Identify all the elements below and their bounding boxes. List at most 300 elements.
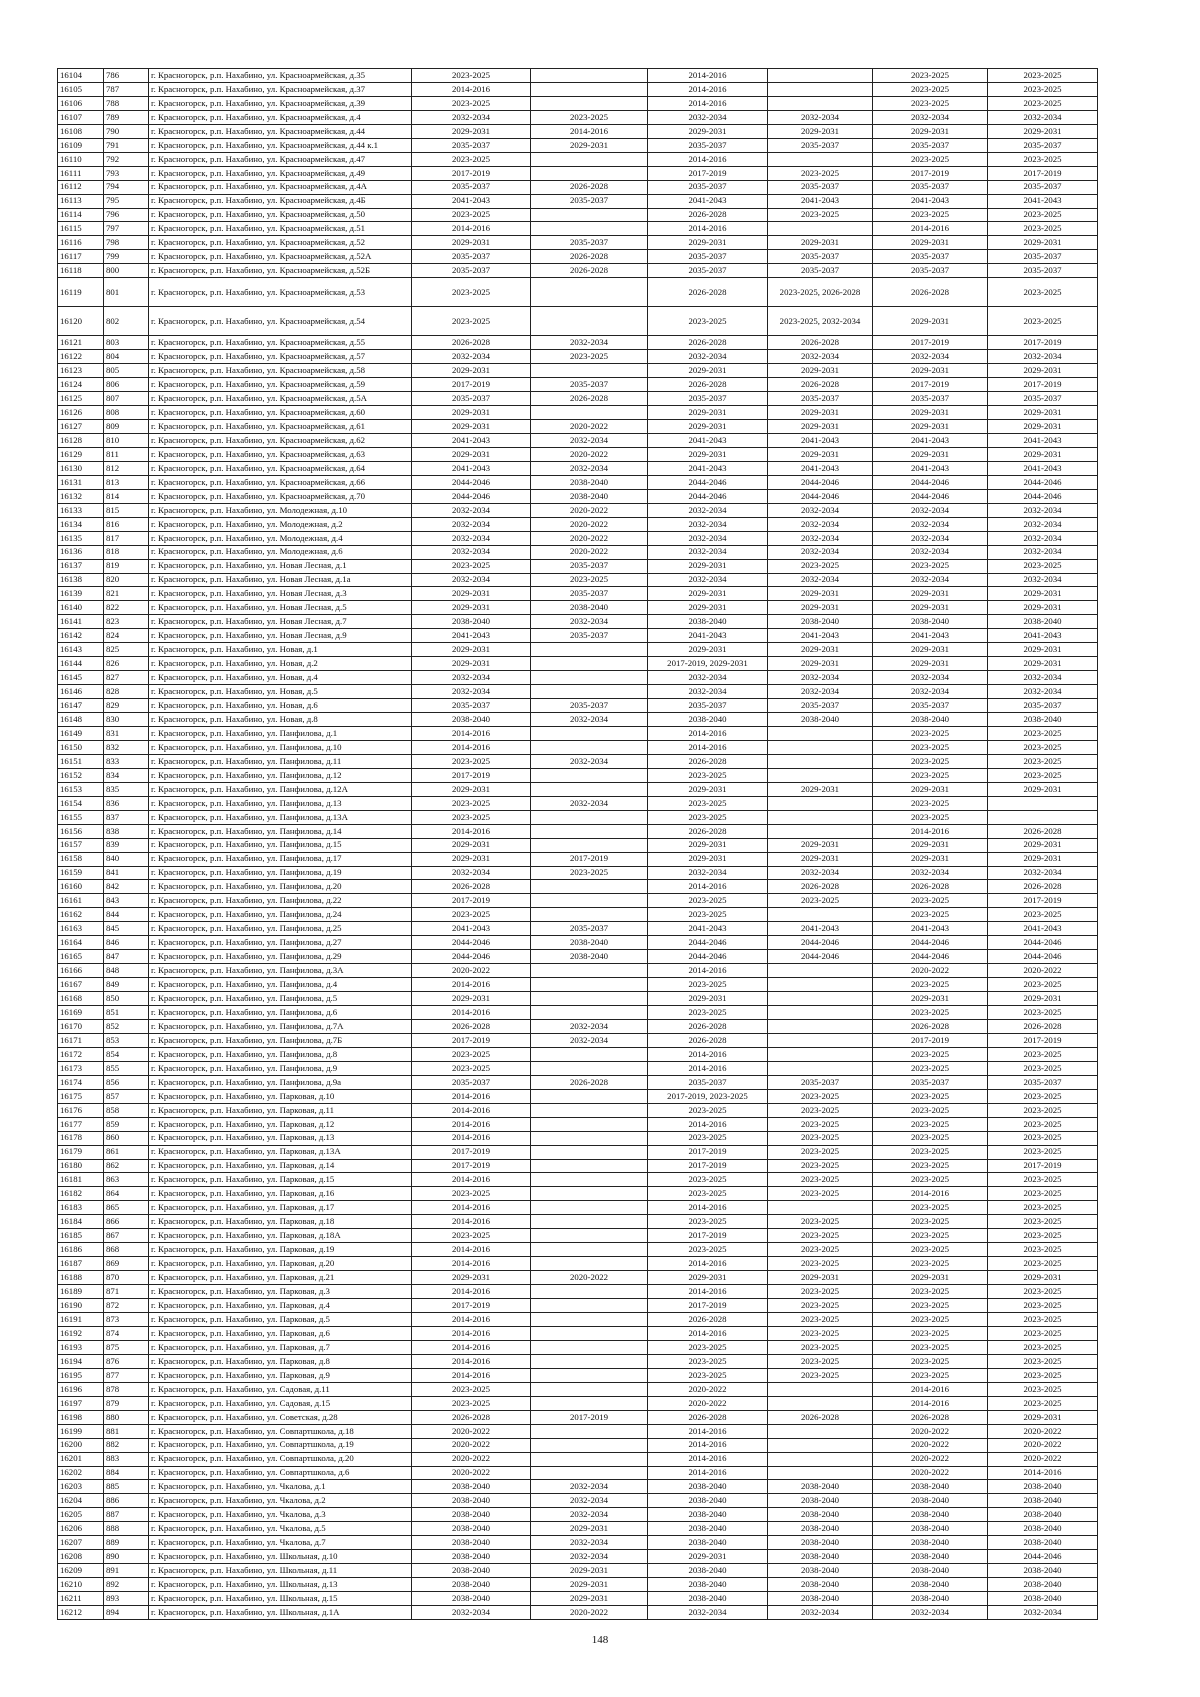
row-id-cell: 16156 — [58, 824, 104, 838]
period-1-cell: 2038-2040 — [412, 615, 531, 629]
period-1-cell: 2020-2022 — [412, 1466, 531, 1480]
period-2-cell — [531, 1299, 648, 1313]
table-row — [58, 824, 1098, 838]
period-5-cell: 2029-2031 — [873, 1271, 988, 1285]
period-3-cell: 2026-2028 — [648, 754, 768, 768]
table-row — [58, 852, 1098, 866]
table-row — [58, 740, 1098, 754]
address-cell: г. Красногорск, р.п. Нахабино, ул. Парковая, д.7 — [149, 1340, 412, 1354]
period-6-cell: 2023-2025 — [988, 1131, 1098, 1145]
period-3-cell: 2038-2040 — [648, 1578, 768, 1592]
row-id-cell: 16167 — [58, 978, 104, 992]
period-1-cell: 2014-2016 — [412, 1285, 531, 1299]
period-1-cell: 2038-2040 — [412, 1564, 531, 1578]
period-5-cell: 2032-2034 — [873, 671, 988, 685]
period-6-cell: 2044-2046 — [988, 475, 1098, 489]
period-3-cell: 2014-2016 — [648, 1047, 768, 1061]
period-5-cell: 2038-2040 — [873, 615, 988, 629]
period-6-cell: 2029-2031 — [988, 852, 1098, 866]
period-3-cell: 2014-2016 — [648, 96, 768, 110]
period-4-cell: 2029-2031 — [768, 364, 873, 378]
row-id-cell: 16164 — [58, 936, 104, 950]
table-row — [58, 250, 1098, 264]
row-number-cell: 832 — [104, 740, 149, 754]
period-5-cell: 2044-2046 — [873, 950, 988, 964]
row-id-cell: 16147 — [58, 699, 104, 713]
table-row — [58, 1326, 1098, 1340]
period-1-cell: 2035-2037 — [412, 1075, 531, 1089]
row-number-cell: 825 — [104, 643, 149, 657]
period-4-cell — [768, 1396, 873, 1410]
period-2-cell — [531, 992, 648, 1006]
period-1-cell: 2038-2040 — [412, 1508, 531, 1522]
row-number-cell: 793 — [104, 166, 149, 180]
table-row — [58, 964, 1098, 978]
address-cell: г. Красногорск, р.п. Нахабино, ул. Красноармейская, д.4А — [149, 180, 412, 194]
period-3-cell: 2032-2034 — [648, 545, 768, 559]
row-id-cell: 16204 — [58, 1494, 104, 1508]
period-4-cell: 2032-2034 — [768, 545, 873, 559]
period-4-cell: 2026-2028 — [768, 1410, 873, 1424]
period-1-cell: 2023-2025 — [412, 1229, 531, 1243]
period-5-cell: 2035-2037 — [873, 264, 988, 278]
row-number-cell: 889 — [104, 1536, 149, 1550]
period-5-cell: 2038-2040 — [873, 1494, 988, 1508]
period-1-cell: 2026-2028 — [412, 336, 531, 350]
period-3-cell: 2035-2037 — [648, 138, 768, 152]
period-1-cell: 2017-2019 — [412, 894, 531, 908]
table-row — [58, 685, 1098, 699]
period-6-cell: 2038-2040 — [988, 1564, 1098, 1578]
period-5-cell: 2038-2040 — [873, 1480, 988, 1494]
address-cell: г. Красногорск, р.п. Нахабино, ул. Чкалова, д.3 — [149, 1508, 412, 1522]
period-5-cell: 2023-2025 — [873, 894, 988, 908]
period-6-cell: 2029-2031 — [988, 587, 1098, 601]
period-6-cell: 2023-2025 — [988, 1145, 1098, 1159]
period-2-cell — [531, 69, 648, 83]
period-6-cell: 2029-2031 — [988, 406, 1098, 420]
period-6-cell — [988, 810, 1098, 824]
address-cell: г. Красногорск, р.п. Нахабино, ул. Панфилова, д.29 — [149, 950, 412, 964]
row-number-cell: 827 — [104, 671, 149, 685]
period-1-cell: 2023-2025 — [412, 307, 531, 336]
period-1-cell: 2029-2031 — [412, 124, 531, 138]
period-4-cell — [768, 1033, 873, 1047]
period-1-cell: 2023-2025 — [412, 559, 531, 573]
row-number-cell: 848 — [104, 964, 149, 978]
period-2-cell — [531, 768, 648, 782]
period-2-cell: 2029-2031 — [531, 1592, 648, 1606]
period-4-cell: 2029-2031 — [768, 852, 873, 866]
period-5-cell: 2029-2031 — [873, 307, 988, 336]
period-4-cell: 2038-2040 — [768, 1564, 873, 1578]
table-row — [58, 1215, 1098, 1229]
row-id-cell: 16166 — [58, 964, 104, 978]
row-number-cell: 787 — [104, 82, 149, 96]
period-1-cell: 2032-2034 — [412, 503, 531, 517]
row-number-cell: 841 — [104, 866, 149, 880]
period-2-cell — [531, 782, 648, 796]
period-1-cell: 2023-2025 — [412, 810, 531, 824]
row-id-cell: 16153 — [58, 782, 104, 796]
address-cell: г. Красногорск, р.п. Нахабино, ул. Совпартшкола, д.18 — [149, 1424, 412, 1438]
period-5-cell: 2032-2034 — [873, 1606, 988, 1620]
table-row — [58, 264, 1098, 278]
row-number-cell: 790 — [104, 124, 149, 138]
period-1-cell: 2035-2037 — [412, 180, 531, 194]
period-5-cell: 2029-2031 — [873, 364, 988, 378]
address-cell: г. Красногорск, р.п. Нахабино, ул. Красноармейская, д.4 — [149, 110, 412, 124]
address-cell: г. Красногорск, р.п. Нахабино, ул. Панфилова, д.27 — [149, 936, 412, 950]
period-6-cell: 2026-2028 — [988, 824, 1098, 838]
period-5-cell: 2038-2040 — [873, 1522, 988, 1536]
period-3-cell: 2026-2028 — [648, 1020, 768, 1034]
address-cell: г. Красногорск, р.п. Нахабино, ул. Новая Лесная, д.1 — [149, 559, 412, 573]
period-3-cell: 2017-2019, 2029-2031 — [648, 657, 768, 671]
row-number-cell: 824 — [104, 629, 149, 643]
table-row — [58, 1145, 1098, 1159]
row-number-cell: 819 — [104, 559, 149, 573]
address-cell: г. Красногорск, р.п. Нахабино, ул. Панфилова, д.4 — [149, 978, 412, 992]
period-5-cell: 2023-2025 — [873, 1089, 988, 1103]
period-2-cell — [531, 1187, 648, 1201]
row-number-cell: 863 — [104, 1173, 149, 1187]
row-id-cell: 16150 — [58, 740, 104, 754]
period-1-cell: 2035-2037 — [412, 250, 531, 264]
period-6-cell: 2023-2025 — [988, 1089, 1098, 1103]
period-5-cell: 2032-2034 — [873, 110, 988, 124]
period-3-cell: 2029-2031 — [648, 601, 768, 615]
period-3-cell: 2029-2031 — [648, 124, 768, 138]
period-3-cell: 2041-2043 — [648, 433, 768, 447]
period-4-cell: 2029-2031 — [768, 447, 873, 461]
row-number-cell: 833 — [104, 754, 149, 768]
address-cell: г. Красногорск, р.п. Нахабино, ул. Красноармейская, д.64 — [149, 461, 412, 475]
row-number-cell: 879 — [104, 1396, 149, 1410]
period-1-cell: 2014-2016 — [412, 82, 531, 96]
period-1-cell: 2026-2028 — [412, 880, 531, 894]
period-3-cell: 2017-2019 — [648, 1229, 768, 1243]
period-1-cell: 2038-2040 — [412, 1592, 531, 1606]
table-row — [58, 1229, 1098, 1243]
period-1-cell: 2035-2037 — [412, 392, 531, 406]
period-4-cell: 2038-2040 — [768, 1522, 873, 1536]
address-cell: г. Красногорск, р.п. Нахабино, ул. Красноармейская, д.55 — [149, 336, 412, 350]
address-cell: г. Красногорск, р.п. Нахабино, ул. Новая, д.2 — [149, 657, 412, 671]
row-id-cell: 16205 — [58, 1508, 104, 1522]
period-3-cell: 2032-2034 — [648, 531, 768, 545]
table-row — [58, 1299, 1098, 1313]
period-3-cell: 2026-2028 — [648, 1313, 768, 1327]
period-5-cell: 2023-2025 — [873, 1326, 988, 1340]
period-6-cell: 2017-2019 — [988, 1033, 1098, 1047]
period-3-cell: 2023-2025 — [648, 768, 768, 782]
address-cell: г. Красногорск, р.п. Нахабино, ул. Школьная, д.15 — [149, 1592, 412, 1606]
period-3-cell: 2041-2043 — [648, 922, 768, 936]
address-cell: г. Красногорск, р.п. Нахабино, ул. Панфилова, д.13 — [149, 796, 412, 810]
period-2-cell — [531, 1382, 648, 1396]
table-row — [58, 194, 1098, 208]
row-id-cell: 16172 — [58, 1047, 104, 1061]
table-row — [58, 545, 1098, 559]
period-1-cell: 2023-2025 — [412, 152, 531, 166]
period-6-cell: 2023-2025 — [988, 1201, 1098, 1215]
period-4-cell — [768, 222, 873, 236]
period-5-cell: 2029-2031 — [873, 124, 988, 138]
period-4-cell: 2026-2028 — [768, 336, 873, 350]
row-number-cell: 866 — [104, 1215, 149, 1229]
period-6-cell: 2023-2025 — [988, 740, 1098, 754]
row-id-cell: 16181 — [58, 1173, 104, 1187]
address-cell: г. Красногорск, р.п. Нахабино, ул. Красноармейская, д.54 — [149, 307, 412, 336]
period-4-cell: 2029-2031 — [768, 657, 873, 671]
period-3-cell: 2032-2034 — [648, 517, 768, 531]
address-cell: г. Красногорск, р.п. Нахабино, ул. Панфилова, д.9а — [149, 1075, 412, 1089]
period-1-cell: 2029-2031 — [412, 643, 531, 657]
period-6-cell: 2029-2031 — [988, 124, 1098, 138]
row-id-cell: 16201 — [58, 1452, 104, 1466]
period-2-cell — [531, 1243, 648, 1257]
period-2-cell — [531, 1285, 648, 1299]
table-row — [58, 1536, 1098, 1550]
period-4-cell: 2029-2031 — [768, 124, 873, 138]
row-id-cell: 16125 — [58, 392, 104, 406]
period-2-cell — [531, 908, 648, 922]
period-2-cell — [531, 1313, 648, 1327]
period-1-cell: 2014-2016 — [412, 1103, 531, 1117]
period-1-cell: 2029-2031 — [412, 236, 531, 250]
address-cell: г. Красногорск, р.п. Нахабино, ул. Парковая, д.4 — [149, 1299, 412, 1313]
address-cell: г. Красногорск, р.п. Нахабино, ул. Садовая, д.11 — [149, 1382, 412, 1396]
period-5-cell: 2038-2040 — [873, 1564, 988, 1578]
period-2-cell: 2029-2031 — [531, 138, 648, 152]
period-6-cell: 2023-2025 — [988, 278, 1098, 307]
period-6-cell: 2029-2031 — [988, 643, 1098, 657]
period-1-cell: 2014-2016 — [412, 1326, 531, 1340]
table-row — [58, 1354, 1098, 1368]
table-row — [58, 236, 1098, 250]
period-6-cell: 2023-2025 — [988, 1340, 1098, 1354]
period-5-cell: 2023-2025 — [873, 1299, 988, 1313]
period-4-cell: 2032-2034 — [768, 503, 873, 517]
address-cell: г. Красногорск, р.п. Нахабино, ул. Парковая, д.16 — [149, 1187, 412, 1201]
period-3-cell: 2023-2025 — [648, 810, 768, 824]
period-4-cell: 2035-2037 — [768, 180, 873, 194]
period-1-cell: 2032-2034 — [412, 517, 531, 531]
period-4-cell: 2023-2025, 2032-2034 — [768, 307, 873, 336]
address-cell: г. Красногорск, р.п. Нахабино, ул. Новая, д.6 — [149, 699, 412, 713]
row-id-cell: 16168 — [58, 992, 104, 1006]
period-5-cell: 2029-2031 — [873, 992, 988, 1006]
period-3-cell: 2020-2022 — [648, 1396, 768, 1410]
period-6-cell: 2038-2040 — [988, 615, 1098, 629]
period-3-cell: 2014-2016 — [648, 152, 768, 166]
period-1-cell: 2038-2040 — [412, 1522, 531, 1536]
period-3-cell: 2023-2025 — [648, 1354, 768, 1368]
period-3-cell: 2032-2034 — [648, 110, 768, 124]
period-1-cell: 2035-2037 — [412, 138, 531, 152]
period-5-cell: 2041-2043 — [873, 629, 988, 643]
period-6-cell: 2023-2025 — [988, 82, 1098, 96]
address-cell: г. Красногорск, р.п. Нахабино, ул. Панфилова, д.11 — [149, 754, 412, 768]
period-6-cell: 2023-2025 — [988, 1313, 1098, 1327]
period-3-cell: 2023-2025 — [648, 1215, 768, 1229]
address-cell: г. Красногорск, р.п. Нахабино, ул. Красноармейская, д.52 — [149, 236, 412, 250]
row-id-cell: 16134 — [58, 517, 104, 531]
period-5-cell: 2023-2025 — [873, 1061, 988, 1075]
address-cell: г. Красногорск, р.п. Нахабино, ул. Красноармейская, д.5А — [149, 392, 412, 406]
row-id-cell: 16119 — [58, 278, 104, 307]
row-id-cell: 16111 — [58, 166, 104, 180]
row-id-cell: 16160 — [58, 880, 104, 894]
row-number-cell: 786 — [104, 69, 149, 83]
period-6-cell: 2035-2037 — [988, 392, 1098, 406]
period-5-cell: 2032-2034 — [873, 573, 988, 587]
table-row — [58, 643, 1098, 657]
period-5-cell: 2035-2037 — [873, 1075, 988, 1089]
period-5-cell: 2029-2031 — [873, 236, 988, 250]
row-number-cell: 840 — [104, 852, 149, 866]
table-row — [58, 1592, 1098, 1606]
table-row — [58, 406, 1098, 420]
row-id-cell: 16149 — [58, 726, 104, 740]
table-row — [58, 96, 1098, 110]
period-4-cell: 2029-2031 — [768, 587, 873, 601]
period-5-cell: 2041-2043 — [873, 461, 988, 475]
address-cell: г. Красногорск, р.п. Нахабино, ул. Чкалова, д.2 — [149, 1494, 412, 1508]
period-6-cell: 2038-2040 — [988, 1480, 1098, 1494]
period-5-cell: 2041-2043 — [873, 922, 988, 936]
period-6-cell: 2032-2034 — [988, 503, 1098, 517]
period-4-cell: 2023-2025 — [768, 1229, 873, 1243]
period-1-cell: 2032-2034 — [412, 573, 531, 587]
period-3-cell: 2038-2040 — [648, 713, 768, 727]
period-1-cell: 2029-2031 — [412, 1271, 531, 1285]
row-id-cell: 16154 — [58, 796, 104, 810]
period-6-cell: 2023-2025 — [988, 1396, 1098, 1410]
row-id-cell: 16206 — [58, 1522, 104, 1536]
period-6-cell: 2032-2034 — [988, 531, 1098, 545]
period-3-cell: 2029-2031 — [648, 782, 768, 796]
period-2-cell: 2032-2034 — [531, 336, 648, 350]
period-3-cell: 2014-2016 — [648, 1061, 768, 1075]
period-3-cell: 2029-2031 — [648, 364, 768, 378]
row-id-cell: 16127 — [58, 420, 104, 434]
period-3-cell: 2029-2031 — [648, 420, 768, 434]
table-row — [58, 138, 1098, 152]
period-1-cell: 2044-2046 — [412, 475, 531, 489]
period-2-cell — [531, 222, 648, 236]
row-number-cell: 799 — [104, 250, 149, 264]
period-4-cell: 2038-2040 — [768, 1536, 873, 1550]
period-2-cell: 2017-2019 — [531, 852, 648, 866]
row-id-cell: 16131 — [58, 475, 104, 489]
period-6-cell: 2032-2034 — [988, 517, 1098, 531]
table-row — [58, 1020, 1098, 1034]
period-3-cell: 2014-2016 — [648, 1326, 768, 1340]
period-6-cell: 2023-2025 — [988, 1061, 1098, 1075]
period-4-cell: 2023-2025 — [768, 1313, 873, 1327]
period-4-cell: 2038-2040 — [768, 1578, 873, 1592]
period-4-cell — [768, 978, 873, 992]
period-1-cell: 2032-2034 — [412, 531, 531, 545]
period-5-cell: 2023-2025 — [873, 208, 988, 222]
period-2-cell — [531, 1326, 648, 1340]
row-id-cell: 16180 — [58, 1159, 104, 1173]
period-1-cell: 2023-2025 — [412, 754, 531, 768]
address-cell: г. Красногорск, р.п. Нахабино, ул. Красноармейская, д.44 — [149, 124, 412, 138]
period-1-cell: 2014-2016 — [412, 1313, 531, 1327]
row-id-cell: 16194 — [58, 1354, 104, 1368]
period-1-cell: 2014-2016 — [412, 1257, 531, 1271]
period-4-cell: 2029-2031 — [768, 236, 873, 250]
period-2-cell: 2026-2028 — [531, 250, 648, 264]
period-2-cell: 2035-2037 — [531, 922, 648, 936]
address-cell: г. Красногорск, р.п. Нахабино, ул. Красноармейская, д.66 — [149, 475, 412, 489]
period-4-cell: 2029-2031 — [768, 782, 873, 796]
period-5-cell: 2038-2040 — [873, 1578, 988, 1592]
row-number-cell: 823 — [104, 615, 149, 629]
period-6-cell: 2032-2034 — [988, 545, 1098, 559]
period-6-cell: 2023-2025 — [988, 1215, 1098, 1229]
row-id-cell: 16192 — [58, 1326, 104, 1340]
period-2-cell — [531, 1173, 648, 1187]
period-5-cell: 2023-2025 — [873, 978, 988, 992]
period-6-cell: 2032-2034 — [988, 671, 1098, 685]
period-6-cell: 2023-2025 — [988, 1326, 1098, 1340]
period-1-cell: 2032-2034 — [412, 685, 531, 699]
period-3-cell: 2023-2025 — [648, 1243, 768, 1257]
period-2-cell — [531, 838, 648, 852]
row-number-cell: 852 — [104, 1020, 149, 1034]
period-6-cell: 2041-2043 — [988, 629, 1098, 643]
row-id-cell: 16143 — [58, 643, 104, 657]
address-cell: г. Красногорск, р.п. Нахабино, ул. Новая Лесная, д.5 — [149, 601, 412, 615]
table-row — [58, 1187, 1098, 1201]
table-row — [58, 1047, 1098, 1061]
table-row — [58, 950, 1098, 964]
period-6-cell: 2023-2025 — [988, 1229, 1098, 1243]
period-6-cell: 2023-2025 — [988, 1173, 1098, 1187]
period-6-cell: 2029-2031 — [988, 657, 1098, 671]
address-cell: г. Красногорск, р.п. Нахабино, ул. Советская, д.28 — [149, 1410, 412, 1424]
table-row — [58, 559, 1098, 573]
period-3-cell: 2032-2034 — [648, 866, 768, 880]
table-row — [58, 1075, 1098, 1089]
period-2-cell: 2023-2025 — [531, 350, 648, 364]
period-1-cell: 2041-2043 — [412, 461, 531, 475]
row-number-cell: 847 — [104, 950, 149, 964]
register-sheet — [57, 68, 1097, 1620]
address-cell: г. Красногорск, р.п. Нахабино, ул. Молодежная, д.10 — [149, 503, 412, 517]
period-4-cell: 2041-2043 — [768, 194, 873, 208]
period-3-cell: 2023-2025 — [648, 1368, 768, 1382]
address-cell: г. Красногорск, р.п. Нахабино, ул. Панфилова, д.19 — [149, 866, 412, 880]
row-number-cell: 876 — [104, 1354, 149, 1368]
period-3-cell: 2023-2025 — [648, 796, 768, 810]
address-cell: г. Красногорск, р.п. Нахабино, ул. Новая, д.5 — [149, 685, 412, 699]
address-cell: г. Красногорск, р.п. Нахабино, ул. Красноармейская, д.52Б — [149, 264, 412, 278]
period-6-cell: 2023-2025 — [988, 1285, 1098, 1299]
period-3-cell: 2023-2025 — [648, 978, 768, 992]
address-cell: г. Красногорск, р.п. Нахабино, ул. Школьная, д.11 — [149, 1564, 412, 1578]
address-cell: г. Красногорск, р.п. Нахабино, ул. Новая Лесная, д.7 — [149, 615, 412, 629]
period-1-cell: 2023-2025 — [412, 908, 531, 922]
address-cell: г. Красногорск, р.п. Нахабино, ул. Панфилова, д.10 — [149, 740, 412, 754]
period-4-cell: 2032-2034 — [768, 350, 873, 364]
period-6-cell: 2029-2031 — [988, 447, 1098, 461]
period-6-cell: 2026-2028 — [988, 1020, 1098, 1034]
